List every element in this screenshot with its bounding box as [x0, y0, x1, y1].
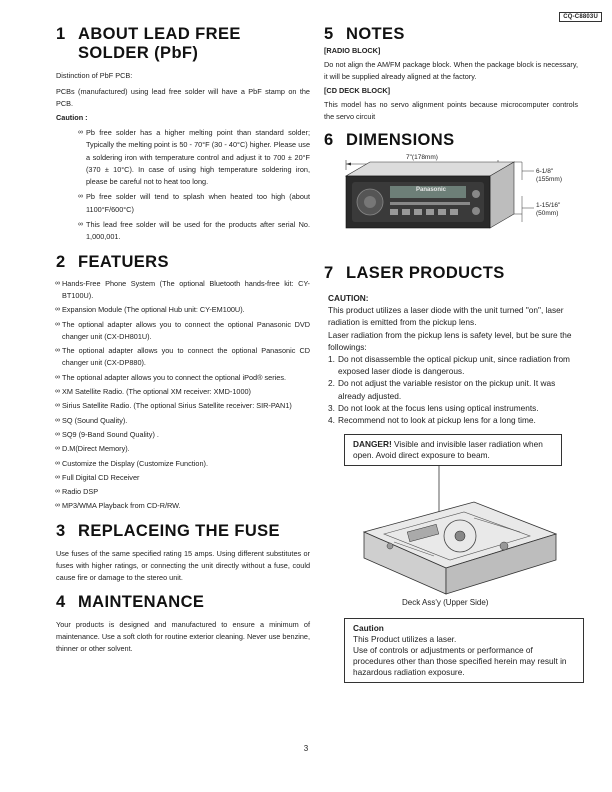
feature-item: [56, 458, 310, 470]
dimensions-figure: [324, 156, 578, 266]
depth-dimension-mm: (155mm): [536, 176, 563, 183]
depth-dimension-inch: 6-1/8": [536, 168, 554, 175]
section-1-number: 1: [56, 25, 66, 43]
section-5-number: 5: [324, 25, 334, 43]
caution-label: Caution :: [56, 113, 88, 122]
feature-item-text: Hands-Free Phone System (The optional Bluetooth hands-free kit: CY-BT100U).: [62, 278, 310, 300]
laser-precaution-text: Do not disassemble the optical pickup unit, since radiation from exposed laser diode is dangerous.: [338, 354, 570, 377]
page-number: 3: [303, 744, 309, 753]
section-5-heading: [324, 25, 578, 44]
section-3-heading: [56, 522, 310, 541]
width-dimension-label: 7"(178mm): [406, 154, 438, 161]
feature-item-text: Sirius Satellite Radio. (The optional Sirius Satellite receiver: SIR-PAN1): [62, 401, 292, 411]
feature-item: [56, 415, 310, 427]
page-code: CQ-C8803U: [559, 12, 602, 22]
feature-item: [56, 345, 310, 370]
section-6-heading: [324, 131, 578, 150]
bullet-icon: ∞: [55, 459, 60, 467]
bullet-icon: ∞: [78, 129, 83, 136]
brand-logo: Panasonic: [416, 187, 447, 193]
fuse-text: Use fuses of the same specified rating 15 amps. Using different substitutes or fuses with higher ratings, or connecting the unit directly without a fuse, could cause fire or damage to the stereo unit.: [56, 548, 310, 582]
feature-item-text: Expansion Module (The optional Hub unit: CY-EM100U).: [62, 305, 245, 315]
feature-item-text: MP3/WMA Playback from CD-R/RW.: [62, 501, 181, 511]
section-4-number: 4: [56, 592, 66, 611]
laser-precaution-text: Do not adjust the variable resistor on the pickup unit. It was already adjusted.: [338, 378, 556, 401]
bullet-icon: ∞: [55, 473, 60, 481]
bullet-icon: ∞: [55, 402, 60, 410]
feature-item-text: Full Digital CD Receiver: [62, 472, 140, 482]
laser-caution-box: [344, 618, 584, 683]
bullet-icon: ∞: [55, 320, 60, 328]
section-4-heading: [56, 593, 310, 612]
feature-item-text: SQ (Sound Quality).: [62, 415, 128, 425]
caution-item: [56, 127, 310, 188]
section-3-number: 3: [56, 521, 66, 540]
bullet-icon: ∞: [55, 488, 60, 496]
section-2-title: FEATUERS: [78, 252, 169, 271]
feature-item-text: SQ9 (9-Band Sound Quality) .: [62, 429, 159, 439]
pbf-pcbs-text: PCBs (manufactured) using lead free solder will have a PbF stamp on the PCB.: [56, 87, 310, 108]
section-2-number: 2: [56, 252, 66, 271]
laser-precautions-list: [328, 353, 578, 426]
feature-item-text: D.M(Direct Memory).: [62, 444, 130, 454]
danger-text: Visible and invisible laser radiation when open. Avoid direct exposure to beam.: [353, 439, 543, 461]
item-number: 4.: [328, 415, 335, 426]
feature-item: [56, 304, 310, 316]
depth-dimension-label: [536, 168, 562, 184]
section-3-title: REPLACEING THE FUSE: [78, 521, 280, 540]
feature-item: [56, 319, 310, 344]
height-dimension-inch: 1-15/16": [536, 202, 561, 209]
caution-item: [56, 219, 310, 244]
bullet-icon: ∞: [55, 445, 60, 453]
laser-caution-heading: CAUTION:: [328, 293, 369, 303]
caution-box-line1: This Product utilizes a laser.: [353, 634, 457, 645]
feature-item-text: XM Satellite Radio. (The optional XM receiver: XMD-1000): [62, 387, 251, 397]
feature-item: [56, 372, 310, 384]
right-column: [324, 24, 578, 683]
section-4-title: MAINTENANCE: [78, 592, 205, 611]
deck-figure-caption: Deck Ass'y (Upper Side): [402, 598, 489, 608]
bullet-icon: ∞: [55, 430, 60, 438]
laser-precaution-text: Recommend not to look at pickup lens for a long time.: [338, 415, 536, 426]
bullet-icon: ∞: [55, 347, 60, 355]
section-1-title-line1: ABOUT LEAD FREE: [78, 25, 241, 43]
section-7-title: LASER PRODUCTS: [346, 264, 505, 282]
height-dimension-mm: (50mm): [536, 210, 559, 217]
feature-item-text: The optional adapter allows you to connect the optional iPod® series.: [62, 372, 287, 382]
bullet-icon: ∞: [78, 193, 83, 201]
feature-item-text: The optional adapter allows you to connect the optional Panasonic CD changer unit (CX-DP880).: [62, 346, 310, 368]
danger-label: DANGER!: [353, 439, 392, 450]
cd-deck-block-label: [CD DECK BLOCK]: [324, 86, 391, 95]
section-1-title-line2: SOLDER (PbF): [78, 44, 199, 62]
item-number: 2.: [328, 378, 335, 389]
bullet-icon: ∞: [55, 416, 60, 424]
feature-item: [56, 486, 310, 498]
section-6-title: DIMENSIONS: [346, 131, 455, 149]
bullet-icon: ∞: [55, 279, 60, 287]
feature-item-text: Customize the Display (Customize Function).: [62, 458, 208, 468]
laser-precaution-item: [328, 402, 578, 414]
section-1-heading: [56, 25, 310, 63]
bullet-icon: ∞: [55, 306, 60, 314]
caution-item-text: Pb free solder will tend to splash when heated too high (about 1100°F/600°C): [86, 192, 310, 214]
bullet-icon: ∞: [55, 388, 60, 396]
deck-assembly-drawing: [324, 462, 578, 612]
feature-item: [56, 278, 310, 303]
caution-box-title: Caution: [353, 623, 384, 634]
feature-item: [56, 429, 310, 441]
bullet-icon: ∞: [55, 502, 60, 510]
laser-precaution-item: [328, 414, 578, 426]
radio-block-label: [RADIO BLOCK]: [324, 46, 381, 55]
caution-list: [56, 127, 310, 244]
cd-deck-block-text: This model has no servo alignment points because microcomputer controls the servo circuit: [324, 100, 578, 121]
laser-precaution-item: [328, 377, 578, 401]
feature-item: [56, 443, 310, 455]
feature-item: [56, 472, 310, 484]
feature-item-text: Radio DSP: [62, 487, 99, 497]
laser-intro-2: Laser radiation from the pickup lens is safety level, but be sure the followings:: [328, 329, 572, 352]
section-5-title: NOTES: [346, 25, 405, 43]
section-1-title: [78, 25, 241, 63]
maintenance-text: Your products is designed and manufactured to ensure a minimum of maintenance. Use a soft cloth for routine exterior cleaning. Never use benzine, thinner or other solvent.: [56, 619, 310, 653]
section-7-number: 7: [324, 264, 334, 282]
left-column: [56, 24, 310, 655]
caution-item: [56, 191, 310, 216]
caution-box-line2: Use of controls or adjustments or performance of procedures other than those specified herein may result in hazardous radiation exposure.: [353, 645, 567, 678]
item-number: 3.: [328, 402, 335, 413]
bullet-icon: ∞: [55, 373, 60, 381]
laser-precaution-item: [328, 353, 578, 377]
section-6-number: 6: [324, 131, 334, 149]
feature-item: [56, 500, 310, 512]
feature-item-text: The optional adapter allows you to connect the optional Panasonic DVD changer unit (CX-DH801U).: [62, 319, 310, 341]
caution-item-text: This lead free solder will be used for the products after serial No. 1,000,001.: [86, 220, 310, 242]
feature-item: [56, 400, 310, 412]
section-2-heading: [56, 253, 310, 272]
deck-figure: [324, 434, 578, 612]
laser-precaution-text: Do not look at the focus lens using optical instruments.: [338, 402, 539, 413]
bullet-icon: ∞: [78, 221, 83, 229]
section-7-heading: [324, 264, 578, 283]
features-list: [56, 278, 310, 513]
caution-item-text: Pb free solder has a higher melting point than standard solder; Typically the melting point is 50 - 70°F (30 - 40°C) higher. Please use a soldering iron with temperature control and adjust it to 700 ± 20°F (370 ± 10°C). In case of using high temperature soldering iron, please be careful not to heat too long.: [86, 128, 310, 187]
radio-block-text: Do not align the AM/FM package block. When the package block is necessary, it will be supplied already aligned at the factory.: [324, 60, 578, 81]
laser-intro-1: This product utilizes a laser diode with the unit turned "on", laser radiation is emitted from the pickup lens.: [328, 305, 564, 328]
height-dimension-label: [536, 202, 560, 218]
item-number: 1.: [328, 354, 335, 365]
feature-item: [56, 386, 310, 398]
pbf-distinction: Distinction of PbF PCB:: [56, 71, 133, 80]
